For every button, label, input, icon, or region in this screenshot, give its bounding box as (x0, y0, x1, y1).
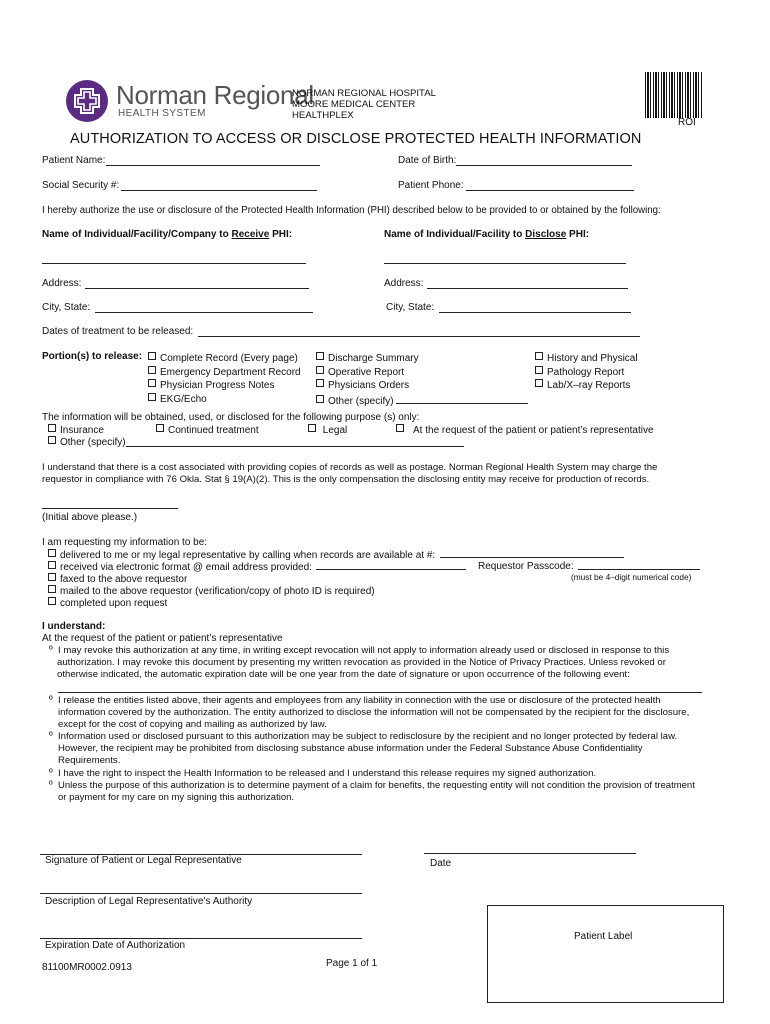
option-label: Other (specify) (60, 437, 126, 448)
passcode-label: Requestor Passcode: (478, 561, 574, 572)
facility-name: MOORE MEDICAL CENTER (292, 99, 416, 110)
dob-label: Date of Birth: (398, 155, 457, 166)
option-label: EKG/Echo (160, 393, 207, 405)
para-line: Requirements. (58, 755, 121, 767)
disclose-heading (384, 229, 589, 240)
receive-city-field[interactable] (95, 312, 313, 313)
portions-col-2 (316, 352, 528, 408)
option-label: completed upon request (60, 598, 168, 609)
dob-field[interactable] (456, 165, 632, 166)
para-line: I may revoke this authorization at any time, in writing except revocation will not apply to information already used or disclosed in response to this (58, 645, 670, 656)
facility-name: NORMAN REGIONAL HOSPITAL (292, 88, 436, 99)
receive-heading (42, 229, 292, 240)
hospital-cross-icon (66, 80, 108, 122)
option-label: Complete Record (Every page) (160, 353, 298, 364)
disclose-heading-prefix: Name of Individual/Facility to (384, 229, 526, 240)
other-specify-field[interactable] (396, 393, 528, 404)
patient-label-box[interactable] (487, 905, 724, 1003)
para-line: However, the recipient may be prohibited from disclosing substance abuse information under the Federal Substance Abuse Confidentiality (58, 743, 643, 755)
cost-line-2: requestor in compliance with 76 Okla. Stat § 19(A)(2). This is the only compensation the disclosing entity may receive for production of records. (42, 474, 650, 485)
disclose-name-field[interactable] (384, 263, 626, 264)
facility-list (292, 88, 436, 121)
para-line: except for the cost of copying and mailing as authorized by law. (58, 719, 327, 731)
checkbox-icon[interactable] (148, 366, 156, 374)
checkbox-icon[interactable] (316, 352, 324, 360)
purpose-other[interactable] (48, 436, 126, 448)
purpose-patient-request[interactable] (396, 424, 654, 436)
checkbox-option[interactable] (148, 352, 301, 366)
barcode-label: ROI (678, 117, 696, 128)
checkbox-icon[interactable] (48, 436, 56, 444)
checkbox-icon[interactable] (148, 352, 156, 360)
checkbox-icon[interactable] (396, 424, 404, 432)
disclose-heading-key: Disclose (525, 229, 567, 240)
disclose-heading-suffix: PHI: (566, 229, 590, 240)
checkbox-icon[interactable] (48, 597, 56, 605)
facility-name: HEALTHPLEX (292, 110, 354, 121)
signature-label: Signature of Patient or Legal Representative (45, 855, 242, 866)
checkbox-icon[interactable] (148, 393, 156, 401)
expiration-date-field[interactable] (40, 938, 362, 939)
para-line: or payment for my care on my signing this authorization. (58, 792, 295, 804)
form-title: AUTHORIZATION TO ACCESS OR DISCLOSE PROTECTED HEALTH INFORMATION (70, 131, 642, 147)
checkbox-icon[interactable] (535, 352, 543, 360)
option-label: Physicians Orders (328, 380, 410, 391)
patient-label-text: Patient Label (574, 931, 633, 942)
logo-subtitle: HEALTH SYSTEM (118, 108, 206, 119)
receive-city-label: City, State: (42, 302, 91, 313)
logo (66, 80, 108, 122)
para-line: I release the entities listed above, their agents and employees from any liability in connection with the use or disclosure of the protected health (58, 695, 661, 706)
checkbox-option[interactable] (316, 379, 528, 393)
option-label: Lab/X–ray Reports (547, 380, 631, 391)
delivered-phone-field[interactable] (440, 557, 624, 558)
checkbox-icon[interactable] (156, 424, 164, 432)
barcode (645, 72, 703, 118)
understand-release (58, 695, 689, 732)
logo-name: Norman Regional (116, 80, 314, 110)
receive-name-field[interactable] (42, 263, 306, 264)
option-label: faxed to the above requestor (60, 574, 188, 585)
para-line: authorization. I may revoke this document by presenting my written revocation as provided in the Notice of Privacy Practices. Unless revoked or (57, 657, 666, 669)
bullet-icon: º (49, 731, 53, 742)
para-line: information covered by the authorization. The entity authorized to disclose the information will not be compensated by the recipient for the disclosure, (58, 707, 690, 719)
para-line: Information used or disclosed pursuant to this authorization may be subject to redisclosure by the recipient and no longer protected by federal law. (58, 731, 678, 742)
bullet-icon: º (49, 695, 53, 706)
authority-label: Description of Legal Representative’s Authority (45, 896, 253, 907)
understand-subheading: At the request of the patient or patient’s representative (42, 633, 283, 644)
option-label: Legal (322, 425, 348, 436)
disclose-city-label: City, State: (386, 302, 435, 313)
checkbox-option[interactable] (535, 366, 638, 380)
option-label: Continued treatment (168, 425, 259, 436)
receive-heading-prefix: Name of Individual/Facility/Company to (42, 229, 232, 240)
email-field[interactable] (316, 569, 466, 570)
purpose-other-field[interactable] (126, 446, 464, 447)
cost-line-1: I understand that there is a cost associated with providing copies of records as well as postage. Norman Regional Health System may charge the (42, 462, 658, 473)
checkbox-icon[interactable] (535, 366, 543, 374)
understand-heading: I understand: (42, 621, 106, 632)
checkbox-icon[interactable] (316, 366, 324, 374)
disclose-address-field[interactable] (427, 288, 628, 289)
para-line: Unless the purpose of this authorization is to determine payment of a claim for benefits, the requesting entity will not condition the provision of treatment (58, 780, 695, 791)
passcode-field[interactable] (578, 569, 700, 570)
checkbox-option[interactable] (148, 379, 301, 393)
option-label: History and Physical (547, 353, 638, 364)
option-label: Operative Report (328, 366, 405, 378)
option-label: mailed to the above requestor (verification/copy of photo ID is required) (60, 586, 375, 597)
authorize-statement: I hereby authorize the use or disclosure of the Protected Health Information (PHI) described below to be provided to or obtained by the following: (42, 205, 661, 216)
checkbox-icon[interactable] (316, 395, 324, 403)
checkbox-icon[interactable] (148, 379, 156, 387)
checkbox-option[interactable] (316, 366, 528, 380)
passcode-note: (must be 4–digit numerical code) (571, 572, 692, 582)
checkbox-option[interactable] (148, 366, 301, 380)
receive-heading-key: Receive (231, 229, 270, 240)
option-label: Physician Progress Notes (160, 380, 275, 391)
expiration-date-label: Expiration Date of Authorization (45, 940, 186, 951)
patient-name-label: Patient Name: (42, 155, 106, 166)
option-label: received via electronic format @ email address provided: (60, 562, 312, 573)
checkbox-option[interactable] (535, 379, 638, 393)
receive-address-field[interactable] (85, 288, 309, 289)
checkbox-option[interactable] (316, 352, 528, 366)
receive-address-label: Address: (42, 278, 82, 289)
portions-col-1 (148, 352, 301, 406)
request-completed[interactable] (48, 597, 167, 609)
ssn-label: Social Security #: (42, 180, 120, 191)
bullet-icon: º (49, 780, 53, 791)
checkbox-icon[interactable] (48, 573, 56, 581)
treatment-dates-field[interactable] (198, 336, 640, 337)
initial-label: (Initial above please.) (42, 512, 138, 523)
date-label: Date (430, 858, 452, 869)
patient-name-field[interactable] (106, 165, 320, 166)
request-intro: I am requesting my information to be: (42, 537, 208, 548)
request-faxed[interactable] (48, 573, 187, 585)
disclose-city-field[interactable] (439, 312, 631, 313)
checkbox-icon[interactable] (308, 424, 316, 432)
option-label: Pathology Report (547, 366, 625, 378)
checkbox-icon[interactable] (48, 561, 56, 569)
option-label: Discharge Summary (328, 353, 419, 364)
treatment-dates-label: Dates of treatment to be released: (42, 326, 194, 337)
bullet-icon: º (49, 645, 53, 656)
understand-inspect (58, 768, 596, 780)
form-code: 81100MR0002.0913 (42, 962, 132, 973)
request-email[interactable] (48, 561, 312, 573)
purpose-legal[interactable] (308, 424, 347, 436)
understand-revoke (58, 645, 669, 682)
option-label: At the request of the patient or patient’s representative (413, 425, 654, 436)
purpose-intro: The information will be obtained, used, or disclosed for the following purpose (s) only: (42, 412, 420, 423)
option-label: Other (specify) (328, 395, 394, 407)
para-line: otherwise indicated, the automatic expiration date will be one year from the date of signature or upon occurrence of the following event: (57, 669, 630, 681)
option-label: delivered to me or my legal representative by calling when records are available at #: (60, 550, 436, 561)
checkbox-option[interactable] (148, 393, 301, 407)
receive-heading-suffix: PHI: (269, 229, 293, 240)
checkbox-icon[interactable] (48, 585, 56, 593)
bullet-icon: º (49, 768, 53, 779)
portions-label: Portion(s) to release: (42, 351, 143, 362)
option-label: Insurance (60, 425, 104, 436)
checkbox-option[interactable] (316, 393, 528, 409)
purpose-insurance[interactable] (48, 424, 104, 436)
ssn-field[interactable] (121, 190, 317, 191)
checkbox-icon[interactable] (48, 549, 56, 557)
phone-field[interactable] (466, 190, 634, 191)
page-number: Page 1 of 1 (326, 958, 378, 969)
disclose-address-label: Address: (384, 278, 424, 289)
initial-field[interactable] (42, 508, 178, 509)
request-delivered[interactable] (48, 549, 435, 561)
checkbox-icon[interactable] (48, 424, 56, 432)
request-mailed[interactable] (48, 585, 375, 597)
checkbox-option[interactable] (535, 352, 638, 366)
understand-payment (58, 780, 695, 804)
phone-label: Patient Phone: (398, 180, 464, 191)
date-field[interactable] (424, 853, 636, 854)
authority-field[interactable] (40, 893, 362, 894)
option-label: Emergency Department Record (160, 366, 301, 378)
purpose-continued-treatment[interactable] (156, 424, 259, 436)
checkbox-icon[interactable] (316, 379, 324, 387)
understand-redisclosure (58, 731, 677, 768)
portions-col-3 (535, 352, 638, 393)
expiration-event-field[interactable] (58, 692, 702, 693)
para-line: I have the right to inspect the Health Information to be released and I understand this release requires my signed authorization. (58, 768, 597, 779)
checkbox-icon[interactable] (535, 379, 543, 387)
